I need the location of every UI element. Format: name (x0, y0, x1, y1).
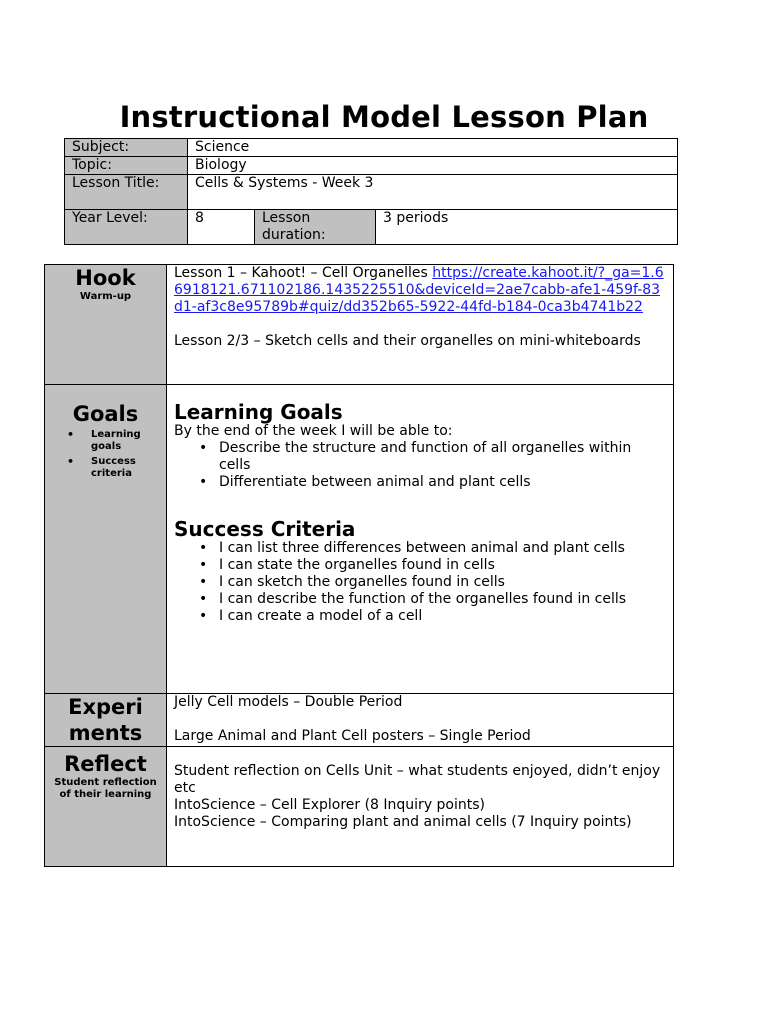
success-criteria-list (174, 540, 666, 625)
experiments-row (45, 694, 674, 747)
reflect-item: IntoScience – Comparing plant and animal cells (7 Inquiry points) (174, 814, 632, 830)
list-item: • I can sketch the organelles found in cells (219, 574, 666, 591)
topic-row (65, 157, 678, 175)
list-item: • I can list three differences between animal and plant cells (219, 540, 666, 557)
reflect-sub: Student reflection of their learning (54, 777, 157, 800)
reflect-side (45, 747, 167, 867)
hook-lesson1 (174, 265, 666, 316)
kahoot-link[interactable]: https://create.kahoot.it/?_ga=1.66918121.671102186.1435225510&deviceId=2ae7cabb-afe1-459f-83d1-af3c8e95789b#quiz/dd352b65-5922-44fd-b184-0ca3b4741b22 (174, 265, 664, 315)
list-item: • I can state the organelles found in cells (219, 557, 666, 574)
learning-goals-heading: Learning Goals (174, 400, 343, 424)
duration-label: Lesson duration: (255, 210, 376, 245)
list-item: • Describe the structure and function of all organelles within cells (219, 440, 666, 474)
hook-heading: Hook (75, 266, 136, 290)
hook-side (45, 265, 167, 385)
list-item: • Differentiate between animal and plant cells (219, 474, 666, 491)
reflect-heading: Reflect (64, 752, 147, 776)
goals-side-item: • Learning goals (67, 429, 166, 452)
reflect-content (167, 747, 674, 867)
experiments-heading-line1: Experi (68, 695, 143, 719)
topic-value: Biology (188, 157, 678, 175)
hook-row (45, 265, 674, 385)
lesson-title-row (65, 175, 678, 210)
experiments-side (45, 694, 167, 747)
page-title: Instructional Model Lesson Plan (119, 100, 649, 134)
subject-value: Science (188, 139, 678, 157)
goals-side (45, 385, 167, 694)
goals-side-item: • Success criteria (67, 456, 166, 479)
goals-heading: Goals (72, 402, 139, 426)
reflect-row (45, 747, 674, 867)
goals-side-list (45, 429, 166, 479)
experiment-item: Jelly Cell models – Double Period (174, 694, 403, 710)
list-item: • I can create a model of a cell (219, 608, 666, 625)
lesson-info-table (64, 138, 678, 245)
experiment-item: Large Animal and Plant Cell posters – Single Period (174, 728, 531, 744)
topic-label: Topic: (65, 157, 188, 175)
subject-label: Subject: (65, 139, 188, 157)
year-duration-row (65, 210, 678, 245)
reflect-item: Student reflection on Cells Unit – what students enjoyed, didn’t enjoy etc (174, 763, 661, 796)
year-level-label: Year Level: (65, 210, 188, 245)
duration-value: 3 periods (376, 210, 678, 245)
learning-goals-list (174, 440, 666, 491)
learning-goals-intro: By the end of the week I will be able to: (174, 423, 453, 439)
success-criteria-heading: Success Criteria (174, 517, 356, 541)
hook-content (167, 265, 674, 385)
year-level-value: 8 (188, 210, 255, 245)
hook-sub: Warm-up (79, 291, 132, 302)
lesson-title-label: Lesson Title: (65, 175, 188, 210)
experiments-content (167, 694, 674, 747)
list-item: • I can describe the function of the organelles found in cells (219, 591, 666, 608)
hook-lesson23: Lesson 2/3 – Sketch cells and their organelles on mini-whiteboards (174, 333, 641, 349)
experiments-heading-line2: ments (68, 721, 143, 745)
goals-row (45, 385, 674, 694)
hook-lesson1-text: Lesson 1 – Kahoot! – Cell Organelles (174, 265, 433, 281)
goals-content (167, 385, 674, 694)
lesson-title-value: Cells & Systems - Week 3 (188, 175, 678, 210)
lesson-plan-table (44, 264, 674, 867)
subject-row (65, 139, 678, 157)
reflect-item: IntoScience – Cell Explorer (8 Inquiry points) (174, 797, 486, 813)
